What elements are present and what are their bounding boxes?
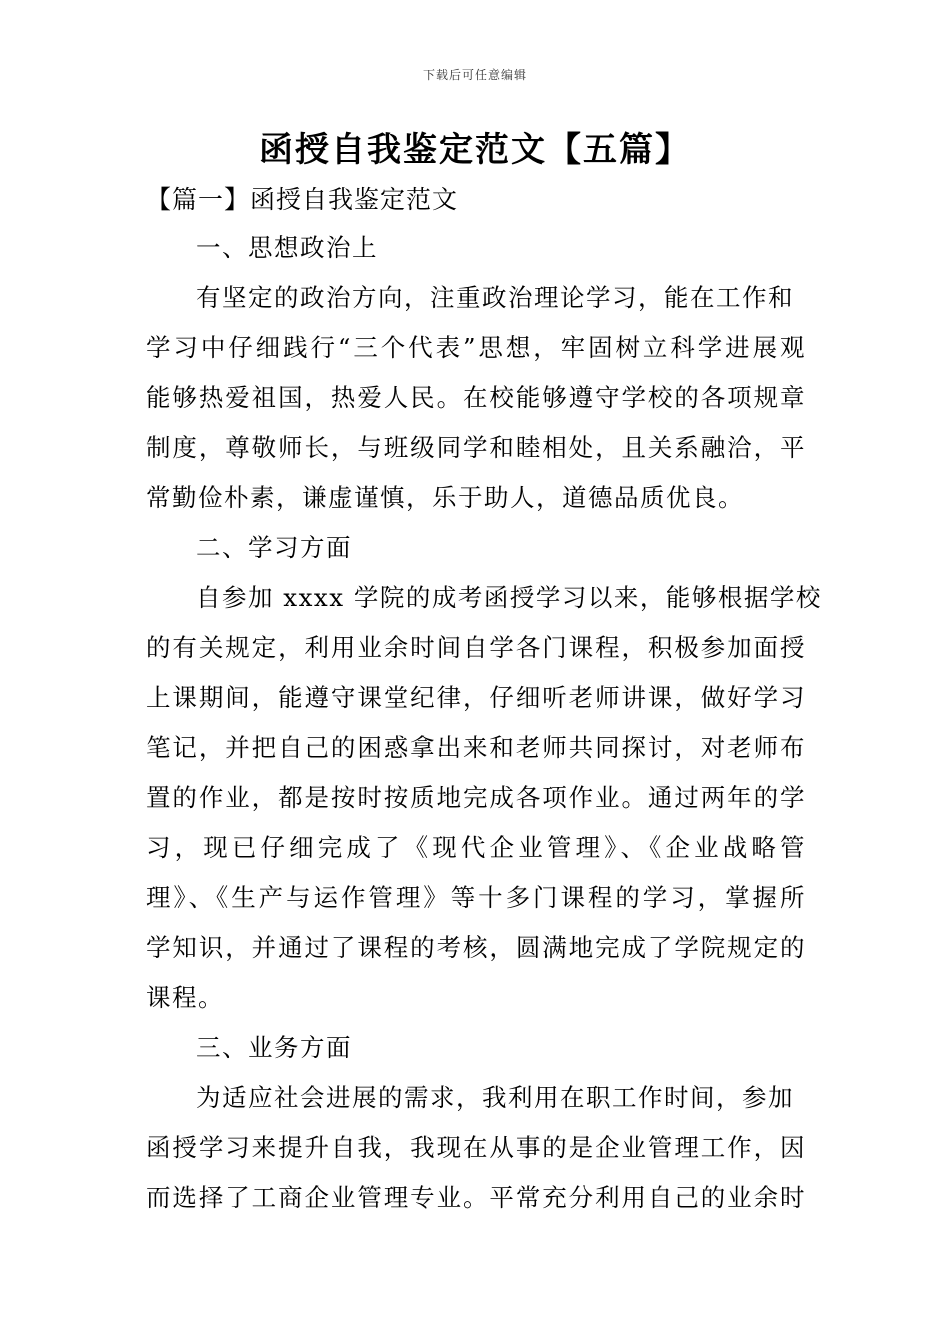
paragraph-line: 常勤俭朴素，谦虚谨慎，乐于助人，道德品质优良。 <box>146 483 744 512</box>
paragraph-line: 制度，尊敬师长，与班级同学和睦相处，且关系融洽，平 <box>146 433 806 462</box>
paragraph-work <box>146 1073 806 1223</box>
paragraph-line: 的有关规定，利用业余时间自学各门课程，积极参加面授 <box>146 633 806 662</box>
paragraph-line: 而选择了工商企业管理专业。平常充分利用自己的业余时 <box>146 1183 806 1212</box>
paragraph-line: 学习中仔细践行“三个代表”思想，牢固树立科学进展观 <box>146 333 806 362</box>
subheading-work: 三、业务方面 <box>196 1033 352 1062</box>
paragraph-line: 置的作业，都是按时按质地完成各项作业。通过两年的学 <box>146 783 806 812</box>
paragraph-line: 学知识，并通过了课程的考核，圆满地完成了学院规定的 <box>146 933 806 962</box>
paragraph-line: 笔记，并把自己的困惑拿出来和老师共同探讨，对老师布 <box>146 733 806 762</box>
paragraph-ideology <box>146 273 806 523</box>
paragraph-line: 有坚定的政治方向，注重政治理论学习，能在工作和 <box>196 283 794 312</box>
paragraph-study <box>146 573 822 1023</box>
subheading-study: 二、学习方面 <box>196 533 352 562</box>
paragraph-line: 课程。 <box>146 983 224 1012</box>
subheading-ideology: 一、思想政治上 <box>196 233 378 262</box>
header-note: 下载后可任意编辑 <box>422 68 527 82</box>
paragraph-line: 上课期间，能遵守课堂纪律，仔细听老师讲课，做好学习 <box>146 683 806 712</box>
paragraph-line: 为适应社会进展的需求，我利用在职工作时间，参加 <box>196 1083 794 1112</box>
document-body <box>146 175 822 1223</box>
paragraph-line: 理》、《生产与运作管理》等十多门课程的学习，掌握所 <box>146 883 806 912</box>
paragraph-line: 自参加 xxxx 学院的成考函授学习以来，能够根据学校 <box>196 583 822 612</box>
section-heading: 【篇一】函授自我鉴定范文 <box>146 185 459 214</box>
document-title: 函授自我鉴定范文【五篇】 <box>259 130 691 170</box>
paragraph-line: 能够热爱祖国，热爱人民。在校能够遵守学校的各项规章 <box>146 383 806 412</box>
paragraph-line: 函授学习来提升自我，我现在从事的是企业管理工作，因 <box>146 1133 806 1162</box>
paragraph-line: 习，现已仔细完成了《现代企业管理》、《企业战略管 <box>146 833 806 862</box>
